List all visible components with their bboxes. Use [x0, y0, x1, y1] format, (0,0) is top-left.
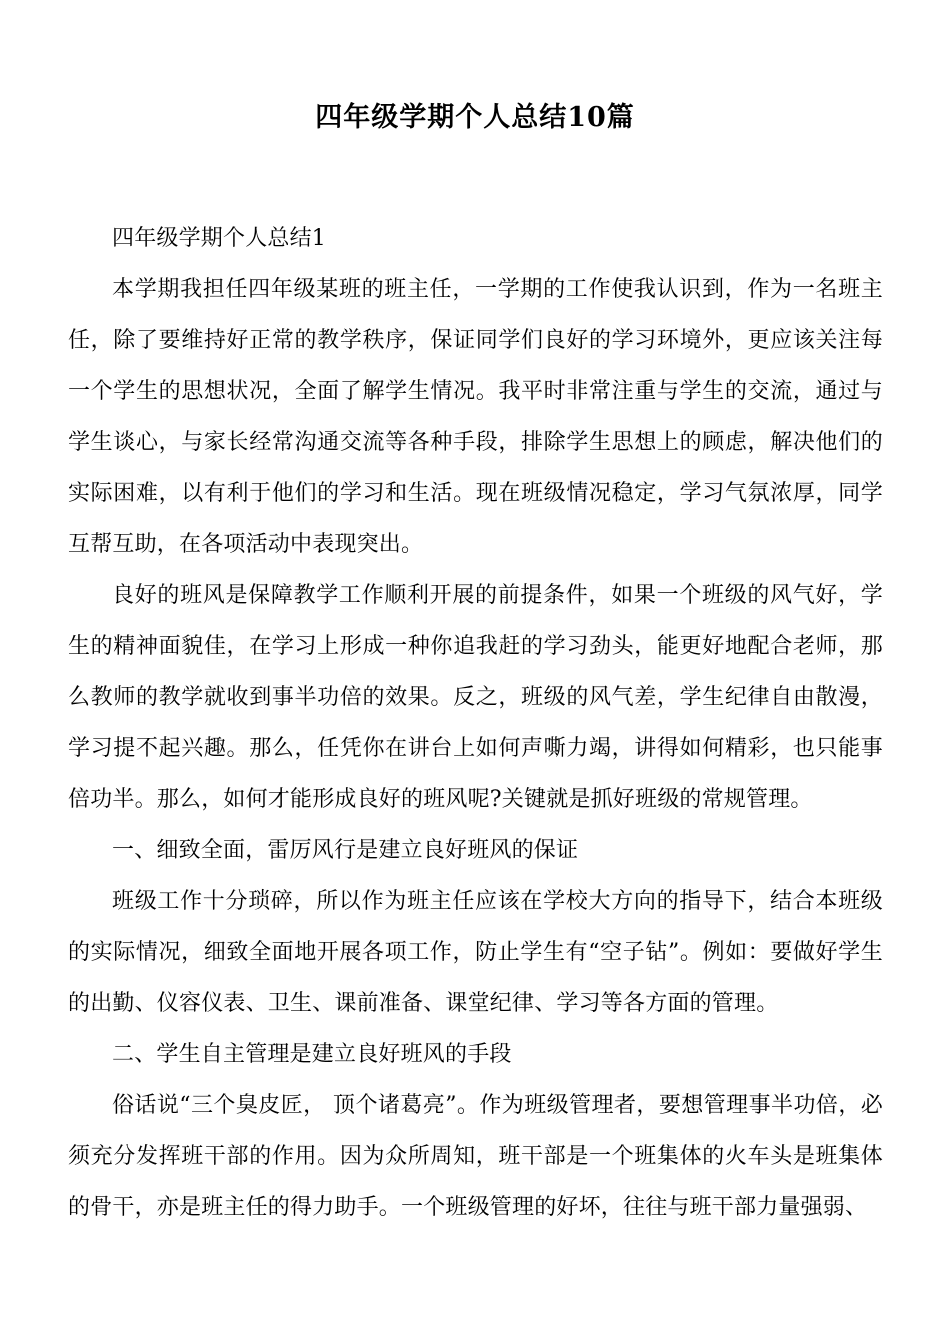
paragraph-intro: 本学期我担任四年级某班的班主任，一学期的工作使我认识到，作为一名班主任，除了要维持好正常的教学秩序，保证同学们良好的学习环境外，更应该关注每一个学生的思想状况，全面了解学生情况。我平时非常注重与学生的交流，通过与学生谈心，与家长经常沟通交流等各种手段，排除学生思想上的顾虑，解决他们的实际困难，以有利于他们的学习和生活。现在班级情况稳定，学习气氛浓厚，同学互帮互助，在各项活动中表现突出。: [68, 277, 883, 557]
paragraph-class-work: 班级工作十分琐碎，所以作为班主任应该在学校大方向的指导下，结合本班级的实际情况，细致全面地开展各项工作，防止学生有“空子钻”。例如：要做好学生的出勤、仪容仪表、卫生、课前准备、课堂纪律、学习等各方面的管理。: [68, 889, 883, 1016]
paragraph-self-management: 俗话说“三个臭皮匠， 顶个诸葛亮”。作为班级管理者，要想管理事半功倍，必须充分发挥班干部的作用。因为众所周知，班干部是一个班集体的火车头是班集体的骨干，亦是班主任的得力助手。一个班级管理的好坏，往往与班干部力量强弱、: [68, 1093, 883, 1220]
subheading-two: 二、学生自主管理是建立良好班风的手段: [112, 1042, 512, 1067]
document-body: [68, 213, 883, 1233]
section-heading-1: 四年级学期个人总结1: [112, 226, 326, 251]
paragraph-class-spirit: 良好的班风是保障教学工作顺利开展的前提条件，如果一个班级的风气好，学生的精神面貌佳，在学习上形成一种你追我赶的学习劲头，能更好地配合老师，那么教师的教学就收到事半功倍的效果。反之，班级的风气差，学生纪律自由散漫，学习提不起兴趣。那么，任凭你在讲台上如何声嘶力竭，讲得如何精彩，也只能事倍功半。那么，如何才能形成良好的班风呢?关键就是抓好班级的常规管理。: [68, 583, 883, 812]
subheading-one: 一、细致全面，雷厉风行是建立良好班风的保证: [112, 838, 579, 863]
document-title: 四年级学期个人总结10篇: [315, 102, 635, 133]
